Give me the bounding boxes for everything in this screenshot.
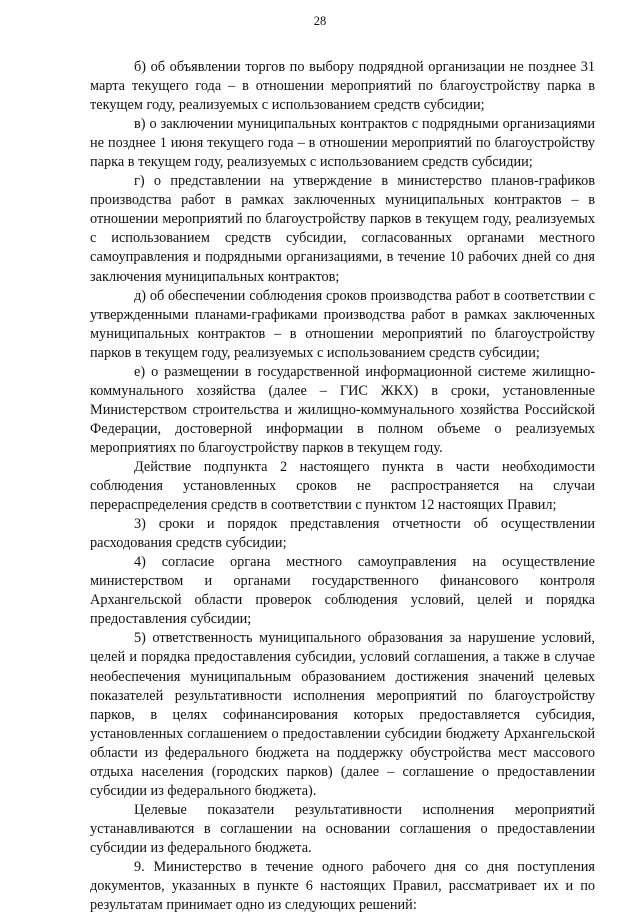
paragraph-d: д) об обеспечении соблюдения сроков производства работ в соответствии с утвержденными планами-графиками производства работ в рамках заключенных муниципальных контрактов – в отношении мероприятий по благоустройству парков в текущем году, реализуемых с использованием средств субсидии; bbox=[90, 287, 595, 361]
document-body bbox=[90, 58, 595, 915]
paragraph-e: е) о размещении в государственной информационной системе жилищно-коммунального хозяйства (далее – ГИС ЖКХ) в сроки, установленные Министерством строительства и жилищно-коммунального хозяйства Российской Федерации, достоверной информации в полном объеме о реализуемых мероприятиях по благоустройству парков в текущем году. bbox=[90, 363, 595, 456]
paragraph-3: 3) сроки и порядок представления отчетности об осуществлении расходования средств субсидии; bbox=[90, 516, 595, 552]
paragraph-targets: Целевые показатели результативности исполнения мероприятий устанавливаются в соглашении на основании соглашения о предоставлении субсидии из федерального бюджета. bbox=[90, 801, 595, 856]
page-number: 28 bbox=[313, 14, 327, 28]
paragraph-g: г) о представлении на утверждение в министерство планов-графиков производства работ в рамках заключенных муниципальных контрактов – в отношении мероприятий по благоустройству парков в текущем году, реализуемых с использованием средств субсидии, согласованных органами местного самоуправления и подрядными организациями, в течение 10 рабочих дней со дня заключения муниципальных контрактов; bbox=[90, 173, 595, 285]
paragraph-4: 4) согласие органа местного самоуправления на осуществление министерством и органами государственного финансового контроля Архангельской области проверок соблюдения условий, целей и порядка предоставления субсидии; bbox=[90, 554, 595, 628]
paragraph-5: 5) ответственность муниципального образования за нарушение условий, целей и порядка предоставления субсидии, условий соглашения, а также в случае необеспечения муниципальным образованием достижения значений целевых показателей результативности исполнения мероприятий по благоустройству парков, в целях софинансирования которых предоставляется субсидия, установленных соглашением о предоставлении субсидии бюджету Архангельской области из федерального бюджета на поддержку обустройства мест массового отдыха населения (городских парков) (далее – соглашение о предоставлении субсидии из федерального бюджета). bbox=[90, 630, 595, 799]
paragraph-b: б) об объявлении торгов по выбору подрядной организации не позднее 31 марта текущего года – в отношении мероприятий по благоустройству парка в текущем году, реализуемых с использованием средств субсидии; bbox=[90, 59, 595, 114]
paragraph-exception: Действие подпункта 2 настоящего пункта в части необходимости соблюдения установленных сроков не распространяется на случаи перераспределения средств в соответствии с пунктом 12 настоящих Правил; bbox=[90, 458, 595, 514]
paragraph-v: в) о заключении муниципальных контрактов с подрядными организациями не позднее 1 июня текущего года – в отношении мероприятий по благоустройству парка в текущем году, реализуемых с использованием средств субсидии; bbox=[90, 116, 595, 171]
paragraph-9: 9. Министерство в течение одного рабочего дня со дня поступления документов, указанных в пункте 6 настоящих Правил, рассматривает их и по результатам принимает одно из следующих решений: bbox=[90, 858, 595, 914]
